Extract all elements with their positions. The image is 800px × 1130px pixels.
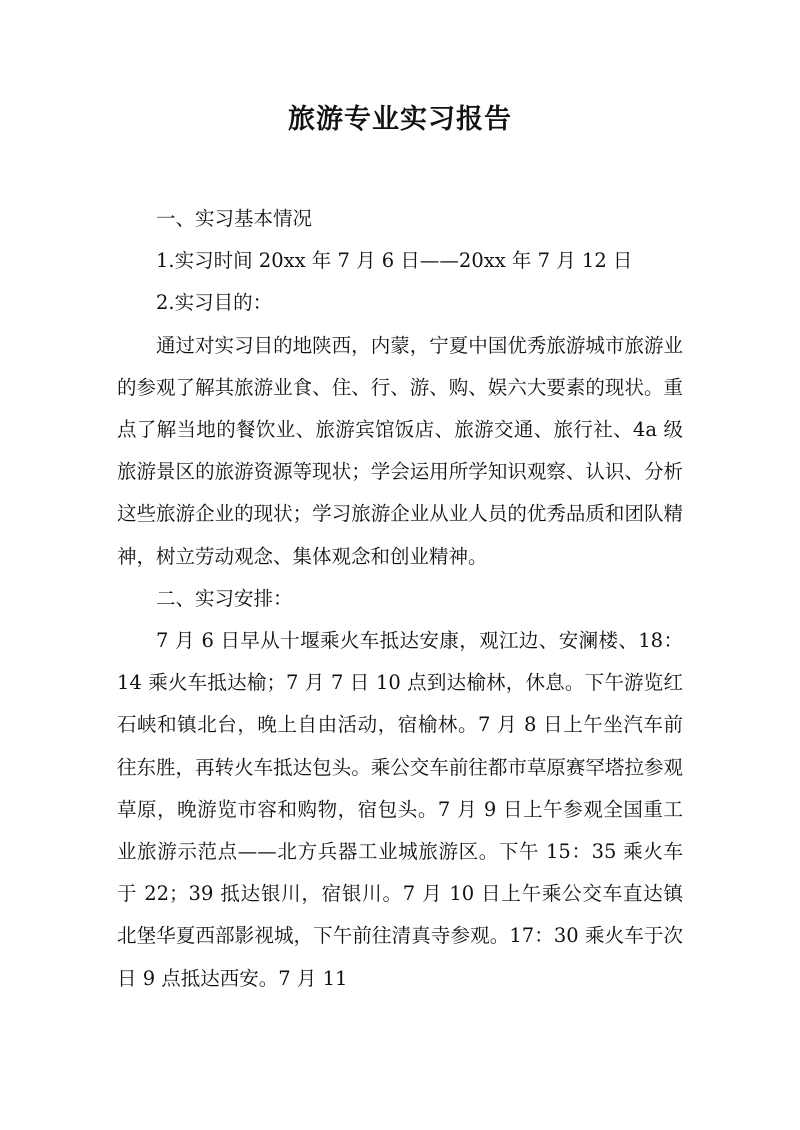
schedule-paragraph: 7 月 6 日早从十堰乘火车抵达安康，观江边、安澜楼、18：14 乘火车抵达榆；7 月 7 日 10 点到达榆林，休息。下午游览红石峡和镇北台，晚上自由活动，宿榆林。7 月 8 日上午坐汽车前往东胜，再转火车抵达包头。乘公交车前往都市草原赛罕塔拉参观草原，晚游览市容和购物，宿包头。7 月 9 日上午参观全国重工业旅游示范点——北方兵器工业城旅游区。下午 15：35 乘火车于 22；39 抵达银川，宿银川。7 月 10 日上午乘公交车直达镇北堡华夏西部影视城，下午前往清真寺参观。17：30 乘火车于次日 9 点抵达西安。7 月 11	[117, 629, 683, 990]
document-title: 旅游专业实习报告	[288, 104, 512, 135]
internship-purpose-paragraph: 通过对实习目的地陕西，内蒙，宁夏中国优秀旅游城市旅游业的参观了解其旅游业食、住、行、游、购、娱六大要素的现状。重点了解当地的餐饮业、旅游宾馆饭店、旅游交通、旅行社、4a 级旅游景区的旅游资源等现状；学会运用所学知识观察、认识、分析这些旅游企业的现状；学习旅游企业从业人员的优秀品质和团队精神，树立劳动观念、集体观念和创业精神。	[117, 333, 683, 568]
section-heading-basic-info: 一、实习基本情况	[156, 207, 313, 230]
internship-time: 1.实习时间 20xx 年 7 月 6 日——20xx 年 7 月 12 日	[156, 249, 633, 273]
section-heading-schedule: 二、实习安排：	[156, 586, 293, 610]
document-body	[117, 198, 683, 1000]
internship-purpose-heading: 2.实习目的：	[156, 291, 273, 315]
